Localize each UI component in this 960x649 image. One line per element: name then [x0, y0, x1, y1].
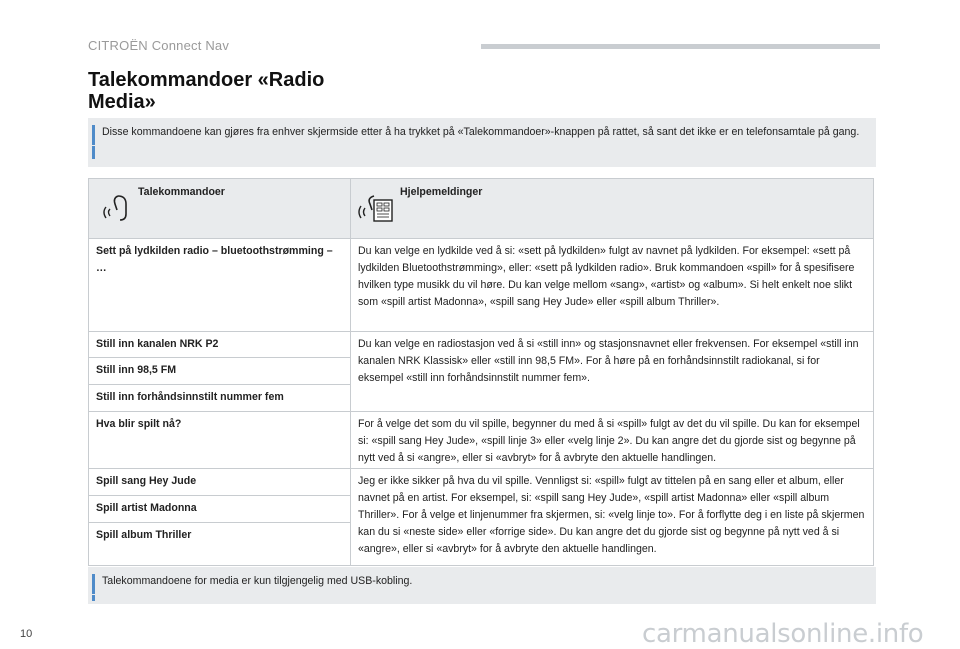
command-cell: Still inn 98,5 FM	[89, 358, 351, 385]
command-cell: Spill artist Madonna	[89, 496, 351, 523]
command-cell: Sett på lydkilden radio – bluetoothstrømming – …	[89, 239, 351, 332]
header-label-help: Hjelpemeldinger	[400, 186, 483, 198]
bottom-note	[88, 567, 876, 604]
voice-help-screen-icon	[358, 190, 398, 230]
voice-command-icon	[96, 190, 136, 230]
page-title-line1: Talekommandoer «Radio	[88, 69, 325, 91]
command-cell: Spill album Thriller	[89, 523, 351, 566]
page-title	[88, 69, 324, 113]
note-accent-bar	[92, 595, 95, 601]
help-cell: Jeg er ikke sikker på hva du vil spille. Vennligst si: «spill» fulgt av tittelen på en sang eller et album, eller navnet på en artist. For eksempel, si: «spill sang Hey Jude», «spill artist Madonna» eller «spill album Thriller». For å velge et linjenummer fra skjermen, si: «velg linje to». For å forflytte deg i en liste på skjermen kan du si «neste side» eller «forrige side». Du kan angre det du gjorde sist og begynne på nytt ved å si «angre», eller si «avbryt» for å avbryte den aktuelle handlingen.	[351, 469, 874, 566]
brand-header: CITROËN Connect Nav	[88, 38, 230, 53]
intro-note-text: Disse kommandoene kan gjøres fra enhver skjermside etter å ha trykket på «Talekommandoer»-knappen på rattet, så sant det ikke er en telefonsamtale på gang.	[102, 126, 860, 138]
table-row	[89, 239, 874, 332]
page-title-line2: Media»	[88, 91, 156, 113]
help-cell: Du kan velge en lydkilde ved å si: «sett på lydkilden» fulgt av navnet på lydkilden. For eksempel: «sett på lydkilden Bluetoothstrømming», eller: «sett på lydkilden radio». Bruk kommandoen «spill» for å spesifisere hvilken type musikk du vil høre. Du kan velge mellom «sang», «artist» og «album». Si helt enkelt noe slikt som «spill artist Madonna», «spill sang Hey Jude» eller «spill album Thriller».	[351, 239, 874, 332]
table-header-row	[89, 179, 874, 239]
command-cell: Spill sang Hey Jude	[89, 469, 351, 496]
table-row	[89, 412, 874, 469]
command-cell: Still inn forhåndsinnstilt nummer fem	[89, 385, 351, 412]
header-rule	[481, 44, 880, 49]
header-label-commands: Talekommandoer	[138, 186, 225, 198]
note-accent-bar	[92, 146, 95, 159]
voice-commands-table	[88, 178, 874, 566]
help-cell: Du kan velge en radiostasjon ved å si «still inn» og stasjonsnavnet eller frekvensen. For eksempel «still inn kanalen NRK Klassisk» eller «still inn 98,5 FM». For å høre på en forhåndsinnstilt radiokanal, si for eksempel «still inn forhåndsinnstilt nummer fem».	[351, 332, 874, 412]
note-accent-bar	[92, 574, 95, 594]
note-accent-bar	[92, 125, 95, 145]
table-row	[89, 469, 874, 496]
header-cell-commands	[89, 179, 351, 239]
watermark: carmanualsonline.info	[642, 619, 924, 649]
intro-note	[88, 118, 876, 167]
page-number: 10	[20, 628, 33, 640]
bottom-note-text: Talekommandoene for media er kun tilgjengelig med USB-kobling.	[102, 575, 413, 587]
table-row	[89, 332, 874, 358]
help-cell: For å velge det som du vil spille, begynner du med å si «spill» fulgt av det du vil spille. Du kan for eksempel si: «spill sang Hey Jude», «spill linje 3» eller «velg linje 2». Du kan angre det du gjorde sist og begynne på nytt ved å si «angre», eller si «avbryt» for å avbryte den aktuelle handlingen.	[351, 412, 874, 469]
header-cell-help	[351, 179, 874, 239]
command-cell: Still inn kanalen NRK P2	[89, 332, 351, 358]
command-cell: Hva blir spilt nå?	[89, 412, 351, 469]
